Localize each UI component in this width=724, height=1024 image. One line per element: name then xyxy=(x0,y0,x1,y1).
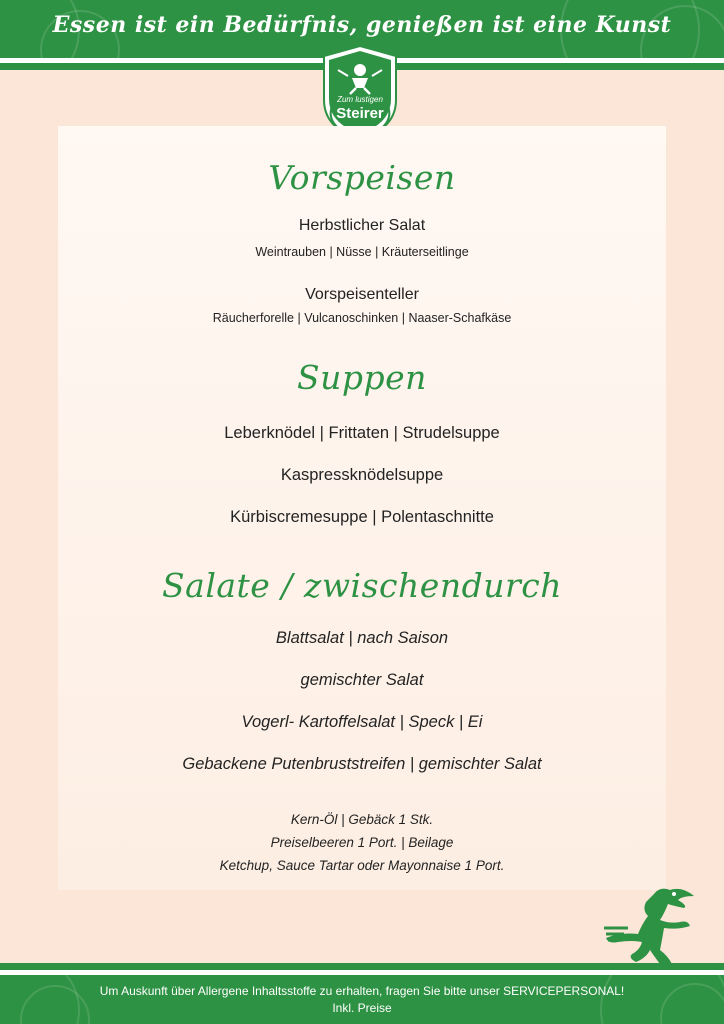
dish-salat-4: Gebackene Putenbruststreifen | gemischter Salat xyxy=(182,755,542,773)
allergen-notice: Um Auskunft über Allergene Inhaltsstoffe zu erhalten, fragen Sie bitte unser SERVICEPERSONAL! xyxy=(99,984,625,998)
logo-text-top: Zum lustigen xyxy=(337,95,383,104)
price-notice: Inkl. Preise xyxy=(332,1001,392,1015)
logo-text-main: Steirer xyxy=(336,105,384,122)
dish-salat-3: Vogerl- Kartoffelsalat | Speck | Ei xyxy=(241,713,483,731)
section-title-salate: Salate / zwischendurch xyxy=(162,566,562,605)
extra-item-3: Ketchup, Sauce Tartar oder Mayonnaise 1 Port. xyxy=(219,858,505,873)
dancing-mascot-icon xyxy=(598,884,702,966)
section-title-vorspeisen: Vorspeisen xyxy=(268,158,456,197)
dish-herbstlicher-salat: Herbstlicher Salat xyxy=(298,217,426,234)
section-title-suppen: Suppen xyxy=(297,358,427,397)
dish-salat-1: Blattsalat | nach Saison xyxy=(275,629,449,647)
dish-salat-2: gemischter Salat xyxy=(300,671,424,689)
dish-vorspeisenteller: Vorspeisenteller xyxy=(305,286,419,303)
dish-suppe-3: Kürbiscremesuppe | Polentaschnitte xyxy=(230,508,494,526)
dish-suppe-1: Leberknödel | Frittaten | Strudelsuppe xyxy=(224,424,500,442)
footer xyxy=(0,975,724,1024)
extra-item-1: Kern-Öl | Gebäck 1 Stk. xyxy=(290,812,434,827)
extra-item-2: Preiselbeeren 1 Port. | Beilage xyxy=(270,835,454,850)
dish-herbstlicher-salat-sub: Weintrauben | Nüsse | Kräuterseitlinge xyxy=(255,245,469,259)
slogan: Essen ist ein Bedürfnis, genießen ist eine Kunst xyxy=(52,12,672,38)
bottom-divider-green xyxy=(0,963,724,970)
dish-suppe-2: Kaspressknödelsuppe xyxy=(280,466,444,484)
dish-vorspeisenteller-sub: Räucherforelle | Vulcanoschinken | Naaser-Schafkäse xyxy=(212,311,512,325)
